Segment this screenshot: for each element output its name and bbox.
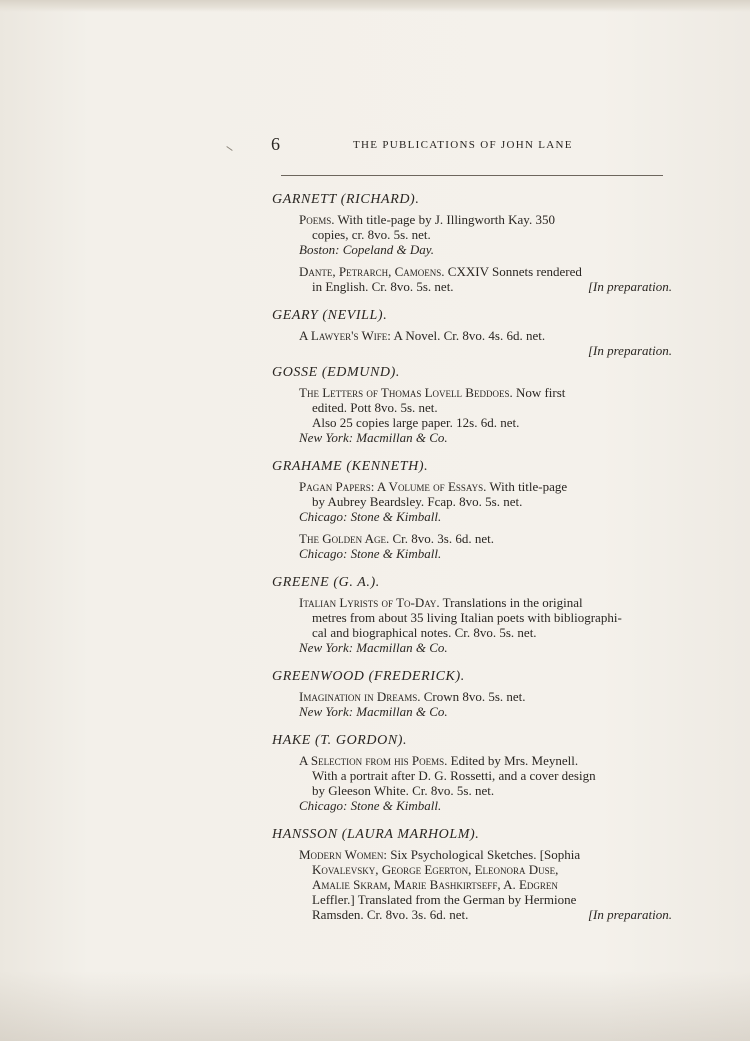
book-description: by Aubrey Beardsley. Fcap. 8vo. 5s. net. (312, 494, 523, 509)
author-heading: HAKE (T. GORDON). (272, 733, 408, 748)
entry-gosse (272, 365, 672, 445)
book-description: by Gleeson White. Cr. 8vo. 5s. net. (312, 783, 495, 798)
book-item (272, 753, 672, 813)
book-publisher: New York: Macmillan & Co. (299, 640, 448, 655)
author-heading: HANSSON (LAURA MARHOLM). (272, 827, 480, 842)
book-description: CXXIV Sonnets rendered (447, 264, 582, 279)
book-title: Italian Lyrists of To-Day. (299, 595, 440, 610)
book-item (272, 328, 672, 358)
book-title: The Golden Age. (299, 531, 390, 546)
book-title: Imagination in Dreams. (299, 689, 421, 704)
book-description: Amalie Skram, Marie Bashkirtseff, A. Edgren (312, 877, 558, 892)
entry-greenwood (272, 669, 672, 719)
book-description: Crown 8vo. 5s. net. (423, 689, 526, 704)
book-title: Pagan Papers: A Volume of Essays. (299, 479, 487, 494)
book-title: A Selection from his Poems. (299, 753, 448, 768)
book-description: Also 25 copies large paper. 12s. 6d. net. (312, 415, 520, 430)
book-item (272, 595, 672, 655)
book-title: Modern Women: (299, 847, 387, 862)
entry-grahame (272, 459, 672, 561)
running-head: THE PUBLICATIONS OF JOHN LANE (353, 139, 573, 151)
book-title: A Lawyer's Wife: (299, 328, 391, 343)
book-description: Now first (515, 385, 566, 400)
entry-greene (272, 575, 672, 655)
book-title: Dante, Petrarch, Camoens. (299, 264, 445, 279)
book-publisher: Chicago: Stone & Kimball. (299, 509, 442, 524)
book-description: Cr. 8vo. 3s. 6d. net. (392, 531, 494, 546)
stray-mark (226, 146, 232, 151)
publication-list (272, 192, 672, 936)
author-heading: GOSSE (EDMUND). (272, 365, 400, 380)
book-item (272, 847, 672, 922)
book-publisher: Chicago: Stone & Kimball. (299, 546, 442, 561)
book-publisher: Boston: Copeland & Day. (299, 242, 435, 257)
book-description: Six Psychological Sketches. [Sophia (390, 847, 581, 862)
book-item (272, 212, 672, 257)
book-description: copies, cr. 8vo. 5s. net. (312, 227, 431, 242)
book-description: edited. Pott 8vo. 5s. net. (312, 400, 438, 415)
book-description: Edited by Mrs. Meynell. (450, 753, 579, 768)
page-bottom-shadow (0, 971, 750, 1041)
book-publisher: New York: Macmillan & Co. (299, 430, 448, 445)
book-item (272, 689, 672, 719)
author-heading: GARNETT (RICHARD). (272, 192, 420, 207)
book-title: The Letters of Thomas Lovell Beddoes. (299, 385, 513, 400)
book-description: Leffler.] Translated from the German by Hermione (312, 892, 577, 907)
page-number: 6 (271, 134, 280, 154)
entry-geary (272, 308, 672, 358)
book-description: With title-page by J. Illingworth Kay. 350 (337, 212, 555, 227)
in-preparation-note: [In preparation. (587, 343, 672, 358)
book-item (272, 264, 672, 294)
book-item (272, 385, 672, 445)
author-heading: GREENWOOD (FREDERICK). (272, 669, 465, 684)
book-description: Translations in the original (442, 595, 583, 610)
entry-hansson (272, 827, 672, 922)
book-item (272, 531, 672, 561)
in-preparation-note: [In preparation. (587, 907, 672, 922)
author-heading: GEARY (NEVILL). (272, 308, 388, 323)
book-item (272, 479, 672, 524)
book-description: metres from about 35 living Italian poets with bibliographi- (312, 610, 622, 625)
book-description: cal and biographical notes. Cr. 8vo. 5s. net. (312, 625, 537, 640)
entry-garnett (272, 192, 672, 294)
in-preparation-note: [In preparation. (587, 279, 672, 294)
book-description: A Novel. Cr. 8vo. 4s. 6d. net. (393, 328, 546, 343)
author-heading: GREENE (G. A.). (272, 575, 380, 590)
author-heading: GRAHAME (KENNETH). (272, 459, 429, 474)
book-title: Poems. (299, 212, 335, 227)
book-description: Kovalevsky, George Egerton, Eleonora Duse, (312, 862, 559, 877)
page-top-edge (0, 0, 750, 12)
book-description: Ramsden. Cr. 8vo. 3s. 6d. net. (312, 907, 469, 922)
book-publisher: Chicago: Stone & Kimball. (299, 798, 442, 813)
book-description: With a portrait after D. G. Rossetti, and a cover design (312, 768, 596, 783)
book-description: in English. Cr. 8vo. 5s. net. (312, 279, 454, 294)
entry-hake (272, 733, 672, 813)
header-rule (281, 175, 663, 176)
book-publisher: New York: Macmillan & Co. (299, 704, 448, 719)
book-description: With title-page (489, 479, 568, 494)
